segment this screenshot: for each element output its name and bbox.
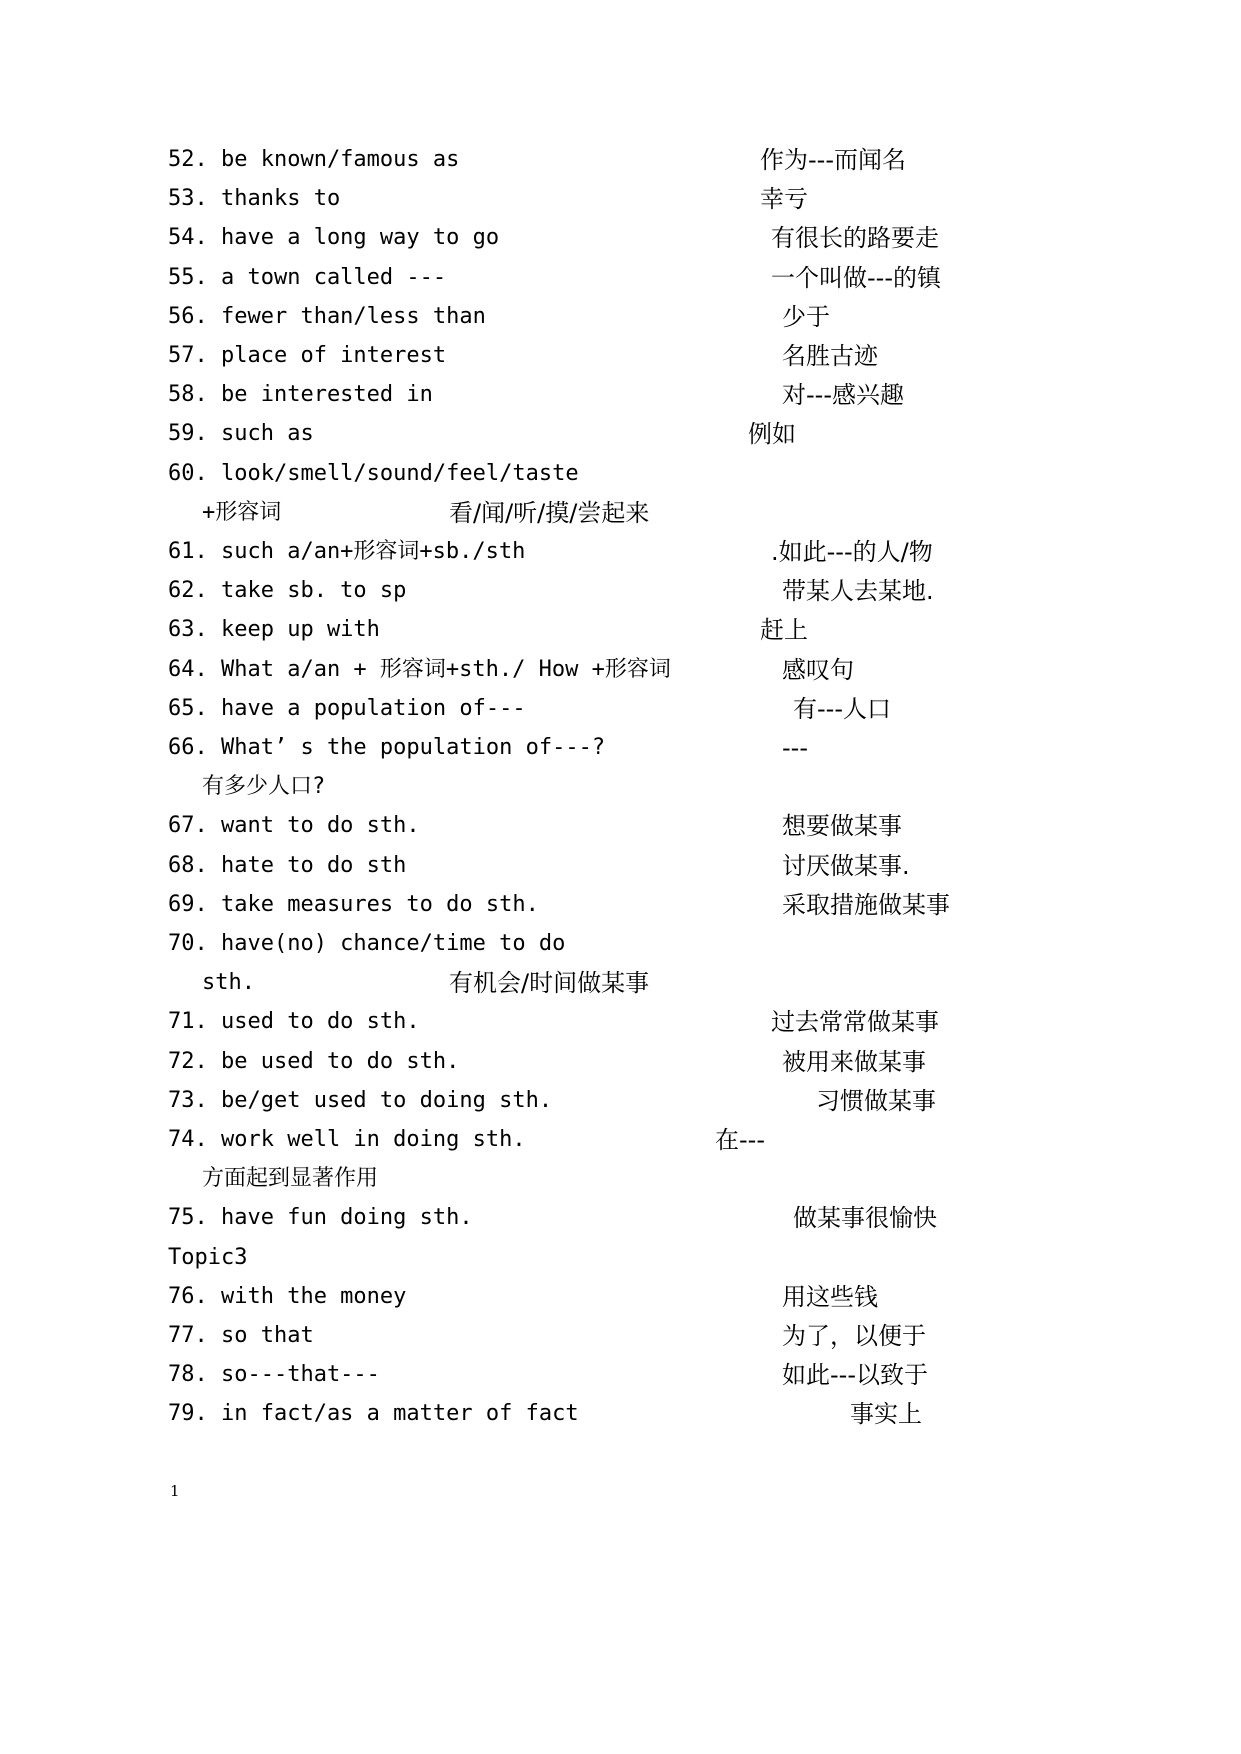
list-item: 59. such as [168, 421, 314, 446]
list-item-translation: 看/闻/听/摸/尝起来 [449, 499, 650, 527]
list-item: 53. thanks to [168, 186, 341, 211]
list-item: 62. take sb. to sp [168, 578, 407, 603]
list-item: 68. hate to do sth [168, 853, 407, 878]
list-item-translation: 名胜古迹 [782, 342, 878, 370]
list-item: 77. so that [168, 1323, 314, 1348]
list-item: 有多少人口? [202, 774, 326, 799]
list-item-translation: --- [782, 734, 808, 762]
list-item: 74. work well in doing sth. [168, 1127, 526, 1152]
list-item: 57. place of interest [168, 343, 447, 368]
list-item-translation: 事实上 [850, 1400, 922, 1428]
list-item-translation: 有---人口 [793, 695, 891, 723]
list-item: 72. be used to do sth. [168, 1049, 460, 1074]
list-item-translation: 幸亏 [760, 185, 808, 213]
list-item-translation: 带某人去某地. [782, 577, 934, 605]
list-item: 60. look/smell/sound/feel/taste [168, 461, 579, 486]
list-item: 61. such a/an+形容词+sb./sth [168, 539, 526, 564]
list-item-translation: 为了，以便于 [782, 1322, 926, 1350]
list-item: 55. a town called --- [168, 265, 447, 290]
list-item-translation: .如此---的人/物 [771, 538, 933, 566]
list-item-translation: 感叹句 [782, 656, 854, 684]
list-item: 76. with the money [168, 1284, 407, 1309]
list-item-translation: 用这些钱 [782, 1283, 878, 1311]
list-item: 75. have fun doing sth. [168, 1205, 473, 1230]
list-item-translation: 作为---而闻名 [760, 146, 906, 174]
list-item: 67. want to do sth. [168, 813, 420, 838]
list-item-translation: 采取措施做某事 [782, 891, 950, 919]
list-item-translation: 在--- [715, 1126, 765, 1154]
list-item-translation: 一个叫做---的镇 [771, 264, 941, 292]
list-item-translation: 过去常常做某事 [771, 1008, 939, 1036]
list-item: Topic3 [168, 1245, 248, 1270]
list-item-translation: 少于 [782, 303, 830, 331]
list-item-translation: 被用来做某事 [782, 1048, 926, 1076]
list-item: 方面起到显著作用 [202, 1166, 379, 1191]
list-item-translation: 有很长的路要走 [771, 224, 939, 252]
list-item: sth. [202, 970, 255, 995]
list-item-translation: 例如 [748, 420, 796, 448]
list-item-translation: 习惯做某事 [816, 1087, 936, 1115]
list-item: 63. keep up with [168, 617, 380, 642]
list-item-translation: 讨厌做某事. [782, 852, 910, 880]
list-item-translation: 做某事很愉快 [793, 1204, 937, 1232]
page-number: 1 [170, 1482, 180, 1500]
list-item: 73. be/get used to doing sth. [168, 1088, 553, 1113]
list-item-translation: 赶上 [760, 616, 808, 644]
list-item: 52. be known/famous as [168, 147, 460, 172]
list-item: 65. have a population of--- [168, 696, 526, 721]
list-item: 64. What a/an + 形容词+sth./ How +形容词 [168, 657, 671, 682]
list-item: +形容词 [202, 500, 282, 525]
list-item-translation: 对---感兴趣 [782, 381, 904, 409]
list-item: 66. What’ s the population of---? [168, 735, 606, 760]
list-item: 56. fewer than/less than [168, 304, 486, 329]
list-item-translation: 有机会/时间做某事 [449, 969, 650, 997]
list-item: 54. have a long way to go [168, 225, 500, 250]
list-item: 70. have(no) chance/time to do [168, 931, 566, 956]
list-item: 79. in fact/as a matter of fact [168, 1401, 579, 1426]
list-item: 58. be interested in [168, 382, 433, 407]
list-item: 69. take measures to do sth. [168, 892, 539, 917]
list-item: 71. used to do sth. [168, 1009, 420, 1034]
list-item-translation: 想要做某事 [782, 812, 902, 840]
list-item: 78. so---that--- [168, 1362, 380, 1387]
list-item-translation: 如此---以致于 [782, 1361, 928, 1389]
